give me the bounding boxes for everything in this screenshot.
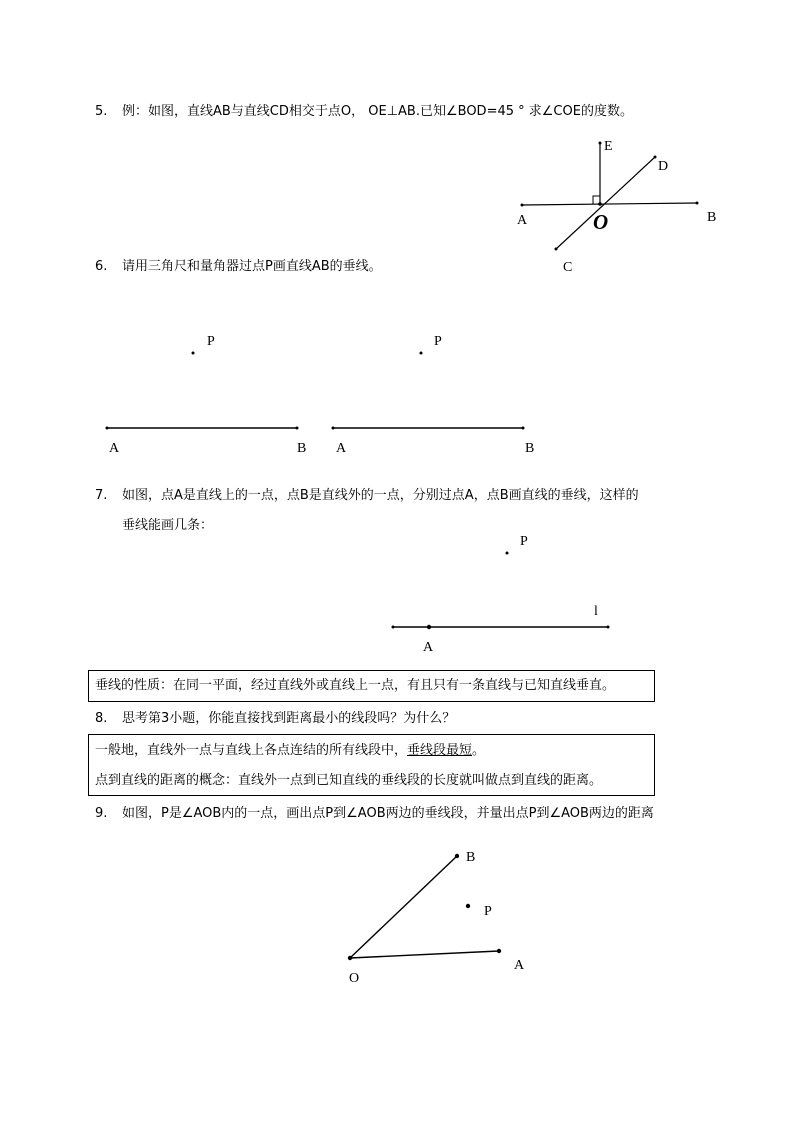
q5-label-c: C (563, 260, 573, 275)
q5-number: 5. (95, 104, 108, 119)
concept-line1-underlined: 垂线段最短 (407, 743, 473, 758)
q7-label-p: P (520, 534, 528, 549)
q6-fig2-label-a: A (336, 441, 347, 456)
q5-label-b: B (707, 210, 717, 225)
q9-figure (348, 854, 501, 960)
point-e (599, 142, 602, 145)
q9-point-o (348, 956, 352, 960)
point-c (555, 248, 558, 251)
q9-label-a: A (514, 958, 525, 973)
q7-text-line1: 如图，点A是直线上的一点，点B是直线外的一点，分别过点A，点B画直线的垂线，这样的 (122, 488, 639, 503)
q7-text-line2: 垂线能画几条： (122, 518, 214, 533)
q7-label-a: A (423, 640, 434, 655)
line-cd (556, 157, 655, 249)
q8-number: 8. (95, 711, 108, 726)
q7-label-l: l (594, 604, 598, 619)
q6-figure-1 (106, 352, 299, 430)
q5-figure (521, 139, 699, 251)
q7-line-end-right (607, 626, 610, 629)
line-ab (522, 203, 697, 205)
property-box (88, 670, 655, 702)
q5-label-a: A (517, 213, 528, 228)
concept-line1 (95, 743, 485, 759)
concept-line1-post: 。 (472, 743, 486, 758)
q8-text: 思考第3小题，你能直接找到距离最小的线段吗？为什么？ (122, 711, 456, 726)
q6-number: 6. (95, 259, 108, 274)
point-a (521, 204, 524, 207)
point-d (654, 156, 657, 159)
q5-text: 例：如图，直线AB与直线CD相交于点O， OE⊥AB.已知∠BOD=45 ° 求∠COE的度数。 (122, 104, 633, 119)
concept-line2: 点到直线的距离的概念：直线外一点到已知直线的垂线段的长度就叫做点到直线的距离。 (95, 773, 603, 788)
q9-text: 如图，P是∠AOB内的一点，画出点P到∠AOB两边的垂线段，并量出点P到∠AOB两边的距离 (122, 806, 654, 821)
q7-figure (392, 552, 610, 630)
q7-number: 7. (95, 488, 108, 503)
q6-fig1-label-p: P (207, 334, 215, 349)
q7-line-end-left (392, 626, 395, 629)
q6-fig1-point-p (192, 352, 195, 355)
property-text: 垂线的性质：在同一平面，经过直线外或直线上一点，有且只有一条直线与已知直线垂直。 (95, 678, 616, 693)
q7-point-a (427, 625, 431, 629)
q9-label-b: B (466, 850, 476, 865)
concept-box (88, 734, 655, 796)
q6-text: 请用三角尺和量角器过点P画直线AB的垂线。 (122, 259, 382, 274)
q9-point-a (497, 949, 501, 953)
point-b (696, 202, 699, 205)
q9-point-b (455, 854, 459, 858)
q6-fig2-label-p: P (434, 334, 442, 349)
q7-point-p (506, 552, 509, 555)
ray-ob (350, 856, 457, 958)
q9-label-p: P (484, 904, 492, 919)
q5-label-e: E (604, 139, 613, 154)
q9-label-o: O (349, 971, 360, 986)
q6-fig2-endpoint-b (522, 427, 525, 430)
point-o (598, 202, 602, 206)
q9-number: 9. (95, 806, 108, 821)
q9-point-p (466, 904, 470, 908)
q6-fig2-point-p (420, 352, 423, 355)
q6-fig1-label-b: B (297, 441, 307, 456)
ray-oa (350, 951, 499, 958)
q6-fig1-endpoint-b (296, 427, 299, 430)
q6-fig1-endpoint-a (106, 427, 109, 430)
concept-line1-pre: 一般地，直线外一点与直线上各点连结的所有线段中， (95, 743, 408, 758)
q5-label-d: D (658, 159, 669, 174)
q6-fig2-label-b: B (525, 441, 535, 456)
q5-label-o: O (593, 210, 609, 234)
q6-figure-2 (332, 352, 525, 430)
q6-fig2-endpoint-a (332, 427, 335, 430)
q6-fig1-label-a: A (109, 441, 120, 456)
